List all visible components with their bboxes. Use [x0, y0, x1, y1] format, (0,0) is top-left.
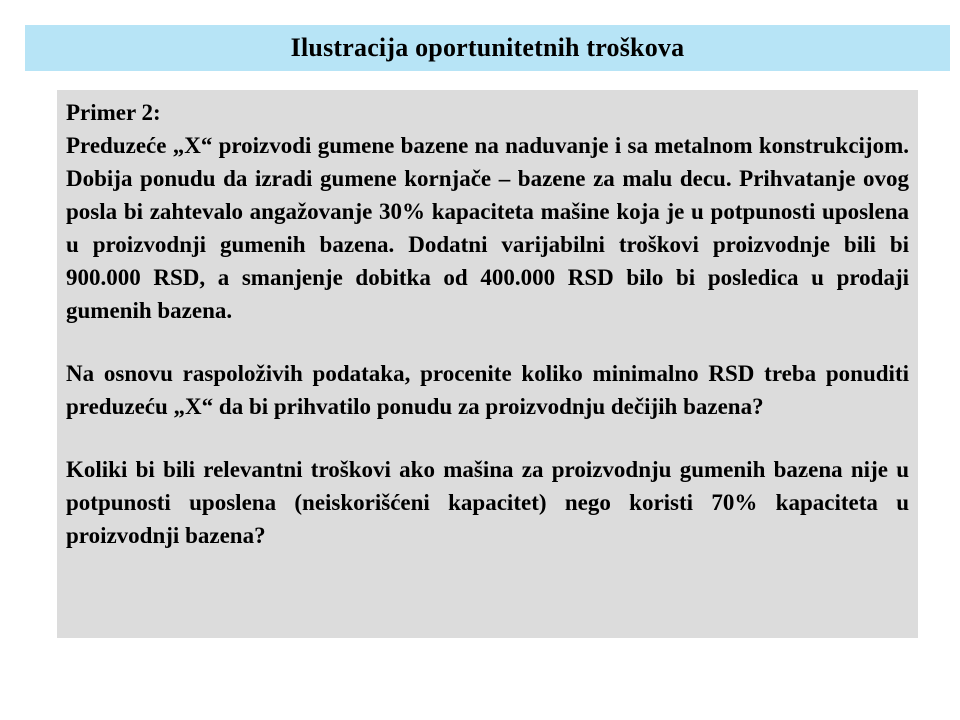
question-1: Na osnovu raspoloživih podataka, procenite koliko minimalno RSD treba ponuditi preduzeću „X“ da bi prihvatilo ponudu za proizvodnju dečijih bazena?: [66, 361, 909, 419]
slide-title: Ilustracija oportunitetnih troškova: [290, 33, 685, 62]
paragraph-spacer: [66, 423, 909, 453]
example-label: Primer 2:: [66, 100, 161, 125]
slide-title-bar: [25, 25, 950, 71]
content-box: [57, 90, 918, 638]
question-2: Koliki bi bili relevantni troškovi ako mašina za proizvodnju gumenih bazena nije u potpunosti uposlena (neiskorišćeni kapacitet) nego koristi 70% kapaciteta u proizvodnji bazena?: [66, 457, 909, 548]
problem-description: Preduzeće „X“ proizvodi gumene bazene na naduvanje i sa metalnom konstrukcijom. Dobija ponudu da izradi gumene kornjače – bazene za malu decu. Prihvatanje ovog posla bi zahtevalo angažovanje 30% kapaciteta mašine koja je u potpunosti uposlena u proizvodnji gumenih bazena. Dodatni varijabilni troškovi proizvodnje bili bi 900.000 RSD, a smanjenje dobitka od 400.000 RSD bilo bi posledica u prodaji gumenih bazena.: [66, 133, 909, 323]
paragraph-spacer: [66, 327, 909, 357]
